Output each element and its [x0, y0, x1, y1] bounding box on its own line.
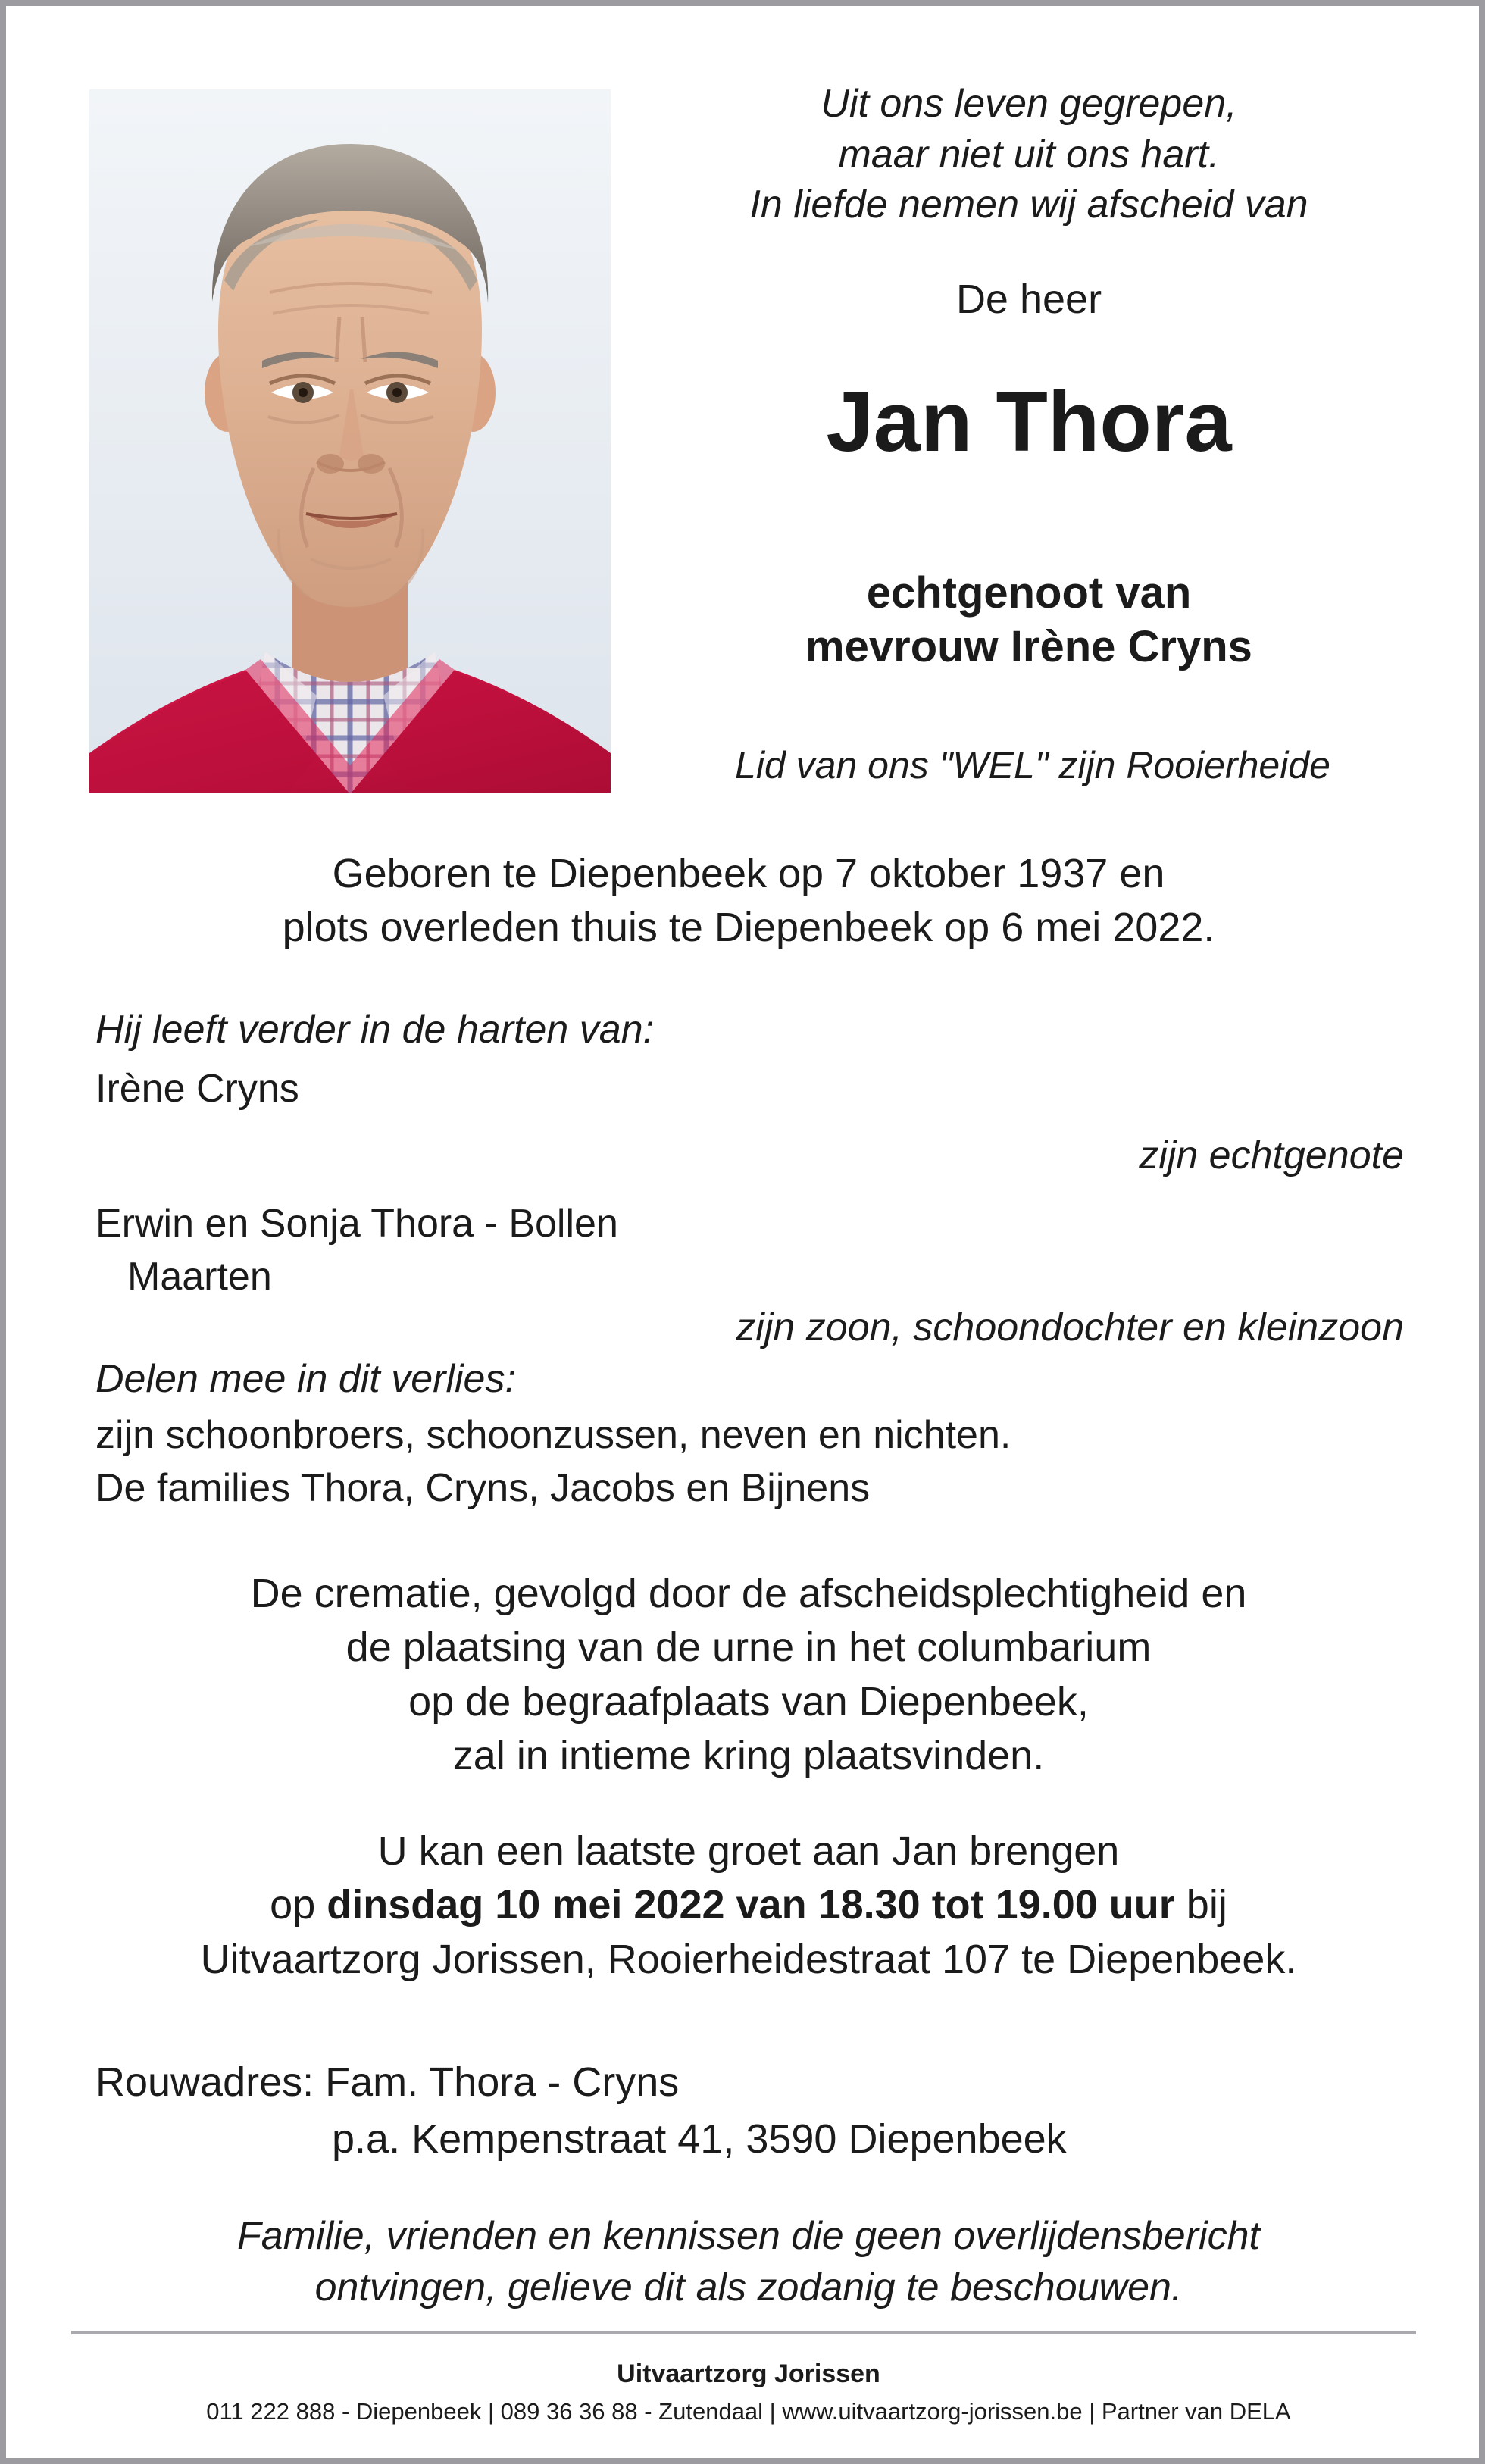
family-son-couple: Erwin en Sonja Thora - Bollen — [95, 1202, 618, 1246]
family-widow-role: zijn echtgenote — [1139, 1134, 1404, 1177]
visitation-details — [97, 1825, 1400, 1987]
footer-divider — [71, 2331, 1416, 2334]
ceremony-line-4: zal in intieme kring plaatsvinden. — [452, 1732, 1045, 1778]
closing-note-line-2: ontvingen, gelieve dit als zodanig te beschouwen. — [314, 2265, 1183, 2309]
membership-line: Lid van ons "WEL" zijn Rooierheide — [735, 744, 1330, 786]
visitation-suffix: bij — [1174, 1882, 1227, 1928]
card-inner — [6, 6, 1479, 2458]
family-lead-in: Hij leeft verder in de harten van: — [95, 1008, 655, 1052]
funeral-home-contact: 011 222 888 - Diepenbeek | 089 36 36 88 - Zutendaal | www.uitvaartzorg-jorissen.be | Partner van DELA — [206, 2398, 1291, 2425]
visitation-prefix: op — [270, 1882, 327, 1928]
death-line: plots overleden thuis te Diepenbeek op 6 mei 2022. — [282, 905, 1215, 951]
intro-line-1: Uit ons leven gegrepen, — [821, 82, 1237, 126]
closing-note — [97, 2211, 1400, 2313]
spouse-label: echtgenoot van — [866, 568, 1192, 618]
condolence-lead-in: Delen mee in dit verlies: — [95, 1357, 516, 1401]
condolence-families: De families Thora, Cryns, Jacobs en Bijnens — [95, 1466, 871, 1510]
family-widow-name: Irène Cryns — [95, 1067, 299, 1111]
portrait-illustration — [89, 89, 611, 793]
deceased-name: Jan Thora — [826, 374, 1232, 469]
spouse-name: mevrouw Irène Cryns — [805, 621, 1252, 671]
closing-note-line-1: Familie, vrienden en kennissen die geen overlijdensbericht — [237, 2214, 1260, 2258]
ceremony-line-3: op de begraafplaats van Diepenbeek, — [408, 1678, 1089, 1724]
portrait-photo — [89, 89, 611, 793]
birth-line: Geboren te Diepenbeek op 7 oktober 1937 en — [332, 851, 1165, 896]
funeral-home-name: Uitvaartzorg Jorissen — [617, 2359, 880, 2388]
mourning-address-line-1: Rouwadres: Fam. Thora - Cryns — [95, 2059, 680, 2105]
ceremony-details — [105, 1567, 1393, 1783]
mourning-address-line-2: p.a. Kempenstraat 41, 3590 Diepenbeek — [332, 2116, 1067, 2162]
family-grandchild: Maarten — [127, 1255, 272, 1299]
condolence-relatives: zijn schoonbroers, schoonzussen, neven en nichten. — [95, 1413, 1011, 1457]
ceremony-line-2: de plaatsing van de urne in het columbarium — [345, 1624, 1152, 1671]
honorific-title: De heer — [955, 277, 1102, 322]
visitation-line-1: U kan een laatste groet aan Jan brengen — [377, 1828, 1120, 1874]
life-dates — [97, 847, 1400, 955]
visitation-datetime: dinsdag 10 mei 2022 van 18.30 tot 19.00 uur — [327, 1882, 1175, 1928]
family-son-role: zijn zoon, schoondochter en kleinzoon — [736, 1305, 1404, 1349]
ceremony-line-1: De crematie, gevolgd door de afscheidsplechtigheid en — [250, 1571, 1247, 1616]
visitation-line-3: Uitvaartzorg Jorissen, Rooierheidestraat 107 te Diepenbeek. — [200, 1936, 1297, 1982]
intro-line-2: maar niet uit ons hart. — [838, 132, 1220, 177]
spouse-block — [642, 567, 1415, 674]
visitation-line-2 — [97, 1878, 1400, 1932]
intro-text — [642, 79, 1415, 230]
intro-line-3: In liefde nemen wij afscheid van — [749, 183, 1308, 227]
